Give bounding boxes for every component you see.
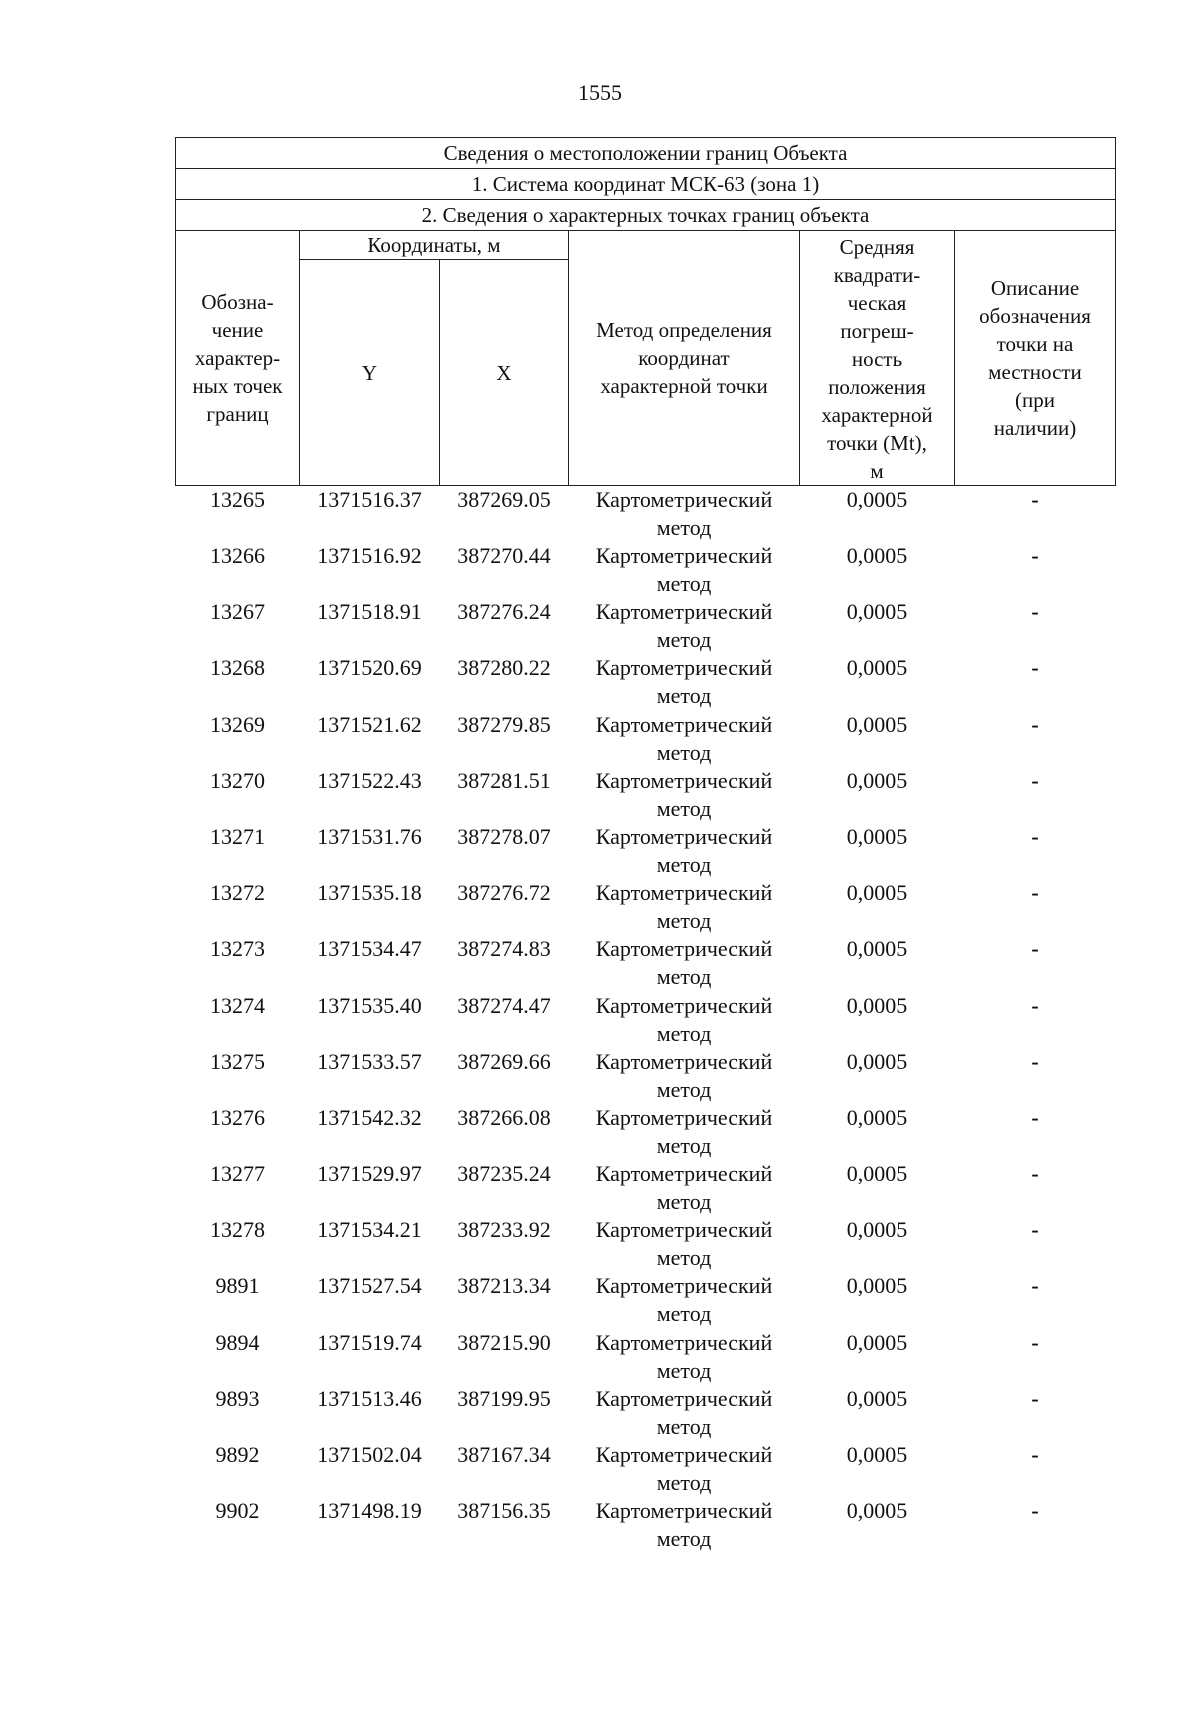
method-line-2: метод bbox=[656, 1357, 712, 1383]
description-cell: - bbox=[1031, 992, 1039, 1018]
description-cell: - bbox=[1031, 880, 1039, 906]
x-coordinate-cell: 387276.72 bbox=[457, 880, 551, 906]
x-coordinate-cell: 387279.85 bbox=[457, 711, 551, 737]
description-cell: - bbox=[1031, 1048, 1039, 1074]
header-description: Описание обозначения точки на местности (при наличии) bbox=[955, 231, 1116, 486]
method-line-1: Картометрический bbox=[595, 1329, 773, 1355]
method-line-2: метод bbox=[656, 1132, 712, 1158]
point-id-cell: 13274 bbox=[210, 992, 265, 1018]
method-line-1: Картометрический bbox=[595, 599, 773, 625]
x-coordinate-cell: 387278.07 bbox=[457, 823, 551, 849]
point-id-cell: 9893 bbox=[215, 1385, 260, 1411]
description-cell: - bbox=[1031, 655, 1039, 681]
y-coordinate-cell: 1371529.97 bbox=[317, 1161, 422, 1187]
y-coordinate-cell: 1371534.47 bbox=[317, 936, 422, 962]
coordinate-system-title: 1. Система координат МСК-63 (зона 1) bbox=[176, 169, 1116, 200]
table-row bbox=[176, 486, 1116, 543]
method-line-2: метод bbox=[656, 627, 712, 653]
x-coordinate-cell: 387235.24 bbox=[457, 1161, 551, 1187]
rms-error-cell: 0,0005 bbox=[846, 1498, 908, 1524]
rms-error-cell: 0,0005 bbox=[846, 711, 908, 737]
method-cell bbox=[569, 1048, 800, 1104]
method-cell bbox=[569, 1272, 800, 1328]
method-line-2: метод bbox=[656, 795, 712, 821]
method-line-2: метод bbox=[656, 739, 712, 765]
y-coordinate-cell: 1371516.92 bbox=[317, 543, 422, 568]
method-line-2: метод bbox=[656, 1413, 712, 1439]
x-coordinate-cell: 387215.90 bbox=[457, 1329, 551, 1355]
description-cell: - bbox=[1031, 936, 1039, 962]
description-cell: - bbox=[1031, 487, 1039, 512]
x-coordinate-cell: 387280.22 bbox=[457, 655, 551, 681]
method-cell bbox=[569, 1441, 800, 1497]
x-coordinate-cell: 387266.08 bbox=[457, 1104, 551, 1130]
method-line-1: Картометрический bbox=[595, 1273, 773, 1299]
table-row bbox=[176, 823, 1116, 879]
point-id-cell: 13265 bbox=[210, 487, 265, 512]
y-coordinate-cell: 1371516.37 bbox=[317, 487, 422, 512]
table-row bbox=[176, 654, 1116, 710]
method-line-1: Картометрический bbox=[595, 992, 773, 1018]
rms-error-cell: 0,0005 bbox=[846, 992, 908, 1018]
rms-error-cell: 0,0005 bbox=[846, 1385, 908, 1411]
header-x: X bbox=[440, 260, 569, 486]
method-line-2: метод bbox=[656, 571, 712, 596]
rms-error-cell: 0,0005 bbox=[846, 1161, 908, 1187]
point-id-cell: 9894 bbox=[215, 1329, 260, 1355]
table-row bbox=[176, 542, 1116, 598]
table-row bbox=[176, 1385, 1116, 1441]
point-id-cell: 13269 bbox=[210, 711, 265, 737]
table-body bbox=[176, 486, 1116, 1554]
rms-error-cell: 0,0005 bbox=[846, 880, 908, 906]
method-line-2: метод bbox=[656, 1526, 712, 1552]
rms-error-cell: 0,0005 bbox=[846, 1217, 908, 1243]
method-cell bbox=[569, 935, 800, 991]
y-coordinate-cell: 1371527.54 bbox=[317, 1273, 422, 1299]
table-row bbox=[176, 1216, 1116, 1272]
description-cell: - bbox=[1031, 1161, 1039, 1187]
description-cell: - bbox=[1031, 1498, 1039, 1524]
method-cell bbox=[569, 1216, 800, 1272]
table-row bbox=[176, 935, 1116, 991]
method-line-1: Картометрический bbox=[595, 711, 773, 737]
x-coordinate-cell: 387233.92 bbox=[457, 1217, 551, 1243]
y-coordinate-cell: 1371519.74 bbox=[317, 1329, 422, 1355]
method-line-2: метод bbox=[656, 1020, 712, 1046]
rms-error-cell: 0,0005 bbox=[846, 1104, 908, 1130]
rms-error-cell: 0,0005 bbox=[846, 599, 908, 625]
method-line-2: метод bbox=[656, 1189, 712, 1215]
x-coordinate-cell: 387167.34 bbox=[457, 1442, 551, 1467]
method-cell bbox=[569, 1497, 800, 1553]
method-cell bbox=[569, 1104, 800, 1160]
description-cell: - bbox=[1031, 711, 1039, 737]
header-coordinates-group: Координаты, м bbox=[300, 231, 569, 260]
x-coordinate-cell: 387276.24 bbox=[457, 599, 551, 625]
method-line-2: метод bbox=[656, 964, 712, 990]
rms-error-cell: 0,0005 bbox=[846, 767, 908, 793]
description-cell: - bbox=[1031, 767, 1039, 793]
description-cell: - bbox=[1031, 1329, 1039, 1355]
x-coordinate-cell: 387199.95 bbox=[457, 1385, 551, 1411]
method-line-2: метод bbox=[656, 908, 712, 934]
header-rms-error: Средняя квадрати- ческая погреш- ность положения характерной точки (Mt), м bbox=[800, 231, 955, 486]
rms-error-cell: 0,0005 bbox=[846, 1329, 908, 1355]
point-id-cell: 13276 bbox=[210, 1104, 265, 1130]
y-coordinate-cell: 1371520.69 bbox=[317, 655, 422, 681]
y-coordinate-cell: 1371533.57 bbox=[317, 1048, 422, 1074]
table-row bbox=[176, 598, 1116, 654]
method-line-1: Картометрический bbox=[595, 543, 773, 568]
method-line-2: метод bbox=[656, 1076, 712, 1102]
y-coordinate-cell: 1371498.19 bbox=[317, 1498, 422, 1524]
description-cell: - bbox=[1031, 1273, 1039, 1299]
point-id-cell: 9892 bbox=[215, 1442, 260, 1467]
table-row bbox=[176, 1160, 1116, 1216]
method-cell bbox=[569, 486, 800, 543]
x-coordinate-cell: 387274.47 bbox=[457, 992, 551, 1018]
method-line-1: Картометрический bbox=[595, 823, 773, 849]
y-coordinate-cell: 1371535.18 bbox=[317, 880, 422, 906]
table-row bbox=[176, 1048, 1116, 1104]
point-id-cell: 13271 bbox=[210, 823, 265, 849]
point-id-cell: 13266 bbox=[210, 543, 265, 568]
method-line-1: Картометрический bbox=[595, 1498, 773, 1524]
x-coordinate-cell: 387281.51 bbox=[457, 767, 551, 793]
point-id-cell: 13278 bbox=[210, 1217, 265, 1243]
method-line-1: Картометрический bbox=[595, 487, 773, 512]
method-line-1: Картометрический bbox=[595, 655, 773, 681]
table-row bbox=[176, 1104, 1116, 1160]
method-line-2: метод bbox=[656, 1470, 712, 1495]
x-coordinate-cell: 387213.34 bbox=[457, 1273, 551, 1299]
description-cell: - bbox=[1031, 599, 1039, 625]
description-cell: - bbox=[1031, 823, 1039, 849]
x-coordinate-cell: 387274.83 bbox=[457, 936, 551, 962]
method-line-1: Картометрический bbox=[595, 1048, 773, 1074]
page-number: 1555 bbox=[578, 80, 622, 105]
method-cell bbox=[569, 654, 800, 710]
rms-error-cell: 0,0005 bbox=[846, 655, 908, 681]
header-y: Y bbox=[300, 260, 440, 486]
method-cell bbox=[569, 711, 800, 767]
header-method: Метод определения координат характерной точки bbox=[569, 231, 800, 486]
table-title: Сведения о местоположении границ Объекта bbox=[176, 138, 1116, 169]
table-row bbox=[176, 992, 1116, 1048]
point-id-cell: 9902 bbox=[215, 1498, 260, 1524]
table-row bbox=[176, 879, 1116, 935]
table-row bbox=[176, 1441, 1116, 1497]
table-row bbox=[176, 1497, 1116, 1553]
points-section-title: 2. Сведения о характерных точках границ объекта bbox=[176, 200, 1116, 231]
method-line-1: Картометрический bbox=[595, 936, 773, 962]
description-cell: - bbox=[1031, 1442, 1039, 1467]
boundary-points-table bbox=[175, 137, 1116, 1553]
rms-error-cell: 0,0005 bbox=[846, 1442, 908, 1467]
method-cell bbox=[569, 823, 800, 879]
x-coordinate-cell: 387156.35 bbox=[457, 1498, 551, 1524]
method-cell bbox=[569, 1385, 800, 1441]
y-coordinate-cell: 1371531.76 bbox=[317, 823, 422, 849]
method-cell bbox=[569, 1160, 800, 1216]
method-cell bbox=[569, 992, 800, 1048]
y-coordinate-cell: 1371502.04 bbox=[317, 1442, 422, 1467]
method-cell bbox=[569, 879, 800, 935]
table-row bbox=[176, 1272, 1116, 1328]
method-line-2: метод bbox=[656, 1245, 712, 1271]
method-cell bbox=[569, 767, 800, 823]
description-cell: - bbox=[1031, 1385, 1039, 1411]
method-line-1: Картометрический bbox=[595, 880, 773, 906]
method-line-2: метод bbox=[656, 851, 712, 877]
description-cell: - bbox=[1031, 543, 1039, 568]
point-id-cell: 13277 bbox=[210, 1161, 265, 1187]
rms-error-cell: 0,0005 bbox=[846, 1048, 908, 1074]
method-line-2: метод bbox=[656, 683, 712, 709]
method-line-1: Картометрический bbox=[595, 1104, 773, 1130]
header-point-designation: Обозна- чение характер- ных точек границ bbox=[176, 231, 300, 486]
description-cell: - bbox=[1031, 1217, 1039, 1243]
rms-error-cell: 0,0005 bbox=[846, 543, 908, 568]
y-coordinate-cell: 1371521.62 bbox=[317, 711, 422, 737]
x-coordinate-cell: 387270.44 bbox=[457, 543, 551, 568]
method-line-1: Картометрический bbox=[595, 1217, 773, 1243]
method-line-1: Картометрический bbox=[595, 1442, 773, 1467]
rms-error-cell: 0,0005 bbox=[846, 487, 908, 512]
point-id-cell: 9891 bbox=[215, 1273, 260, 1299]
method-cell bbox=[569, 542, 800, 598]
y-coordinate-cell: 1371542.32 bbox=[317, 1104, 422, 1130]
point-id-cell: 13273 bbox=[210, 936, 265, 962]
method-line-1: Картометрический bbox=[595, 1385, 773, 1411]
y-coordinate-cell: 1371513.46 bbox=[317, 1385, 422, 1411]
x-coordinate-cell: 387269.66 bbox=[457, 1048, 551, 1074]
point-id-cell: 13267 bbox=[210, 599, 265, 625]
y-coordinate-cell: 1371522.43 bbox=[317, 767, 422, 793]
y-coordinate-cell: 1371534.21 bbox=[317, 1217, 422, 1243]
method-cell bbox=[569, 1329, 800, 1385]
y-coordinate-cell: 1371535.40 bbox=[317, 992, 422, 1018]
rms-error-cell: 0,0005 bbox=[846, 936, 908, 962]
x-coordinate-cell: 387269.05 bbox=[457, 487, 551, 512]
rms-error-cell: 0,0005 bbox=[846, 823, 908, 849]
y-coordinate-cell: 1371518.91 bbox=[317, 599, 422, 625]
method-line-1: Картометрический bbox=[595, 767, 773, 793]
method-line-2: метод bbox=[656, 1301, 712, 1327]
description-cell: - bbox=[1031, 1104, 1039, 1130]
table-row bbox=[176, 711, 1116, 767]
method-line-1: Картометрический bbox=[595, 1161, 773, 1187]
method-cell bbox=[569, 598, 800, 654]
point-id-cell: 13270 bbox=[210, 767, 265, 793]
rms-error-cell: 0,0005 bbox=[846, 1273, 908, 1299]
table-row bbox=[176, 767, 1116, 823]
point-id-cell: 13275 bbox=[210, 1048, 265, 1074]
table-row bbox=[176, 1329, 1116, 1385]
point-id-cell: 13268 bbox=[210, 655, 265, 681]
method-line-2: метод bbox=[656, 515, 712, 540]
point-id-cell: 13272 bbox=[210, 880, 265, 906]
